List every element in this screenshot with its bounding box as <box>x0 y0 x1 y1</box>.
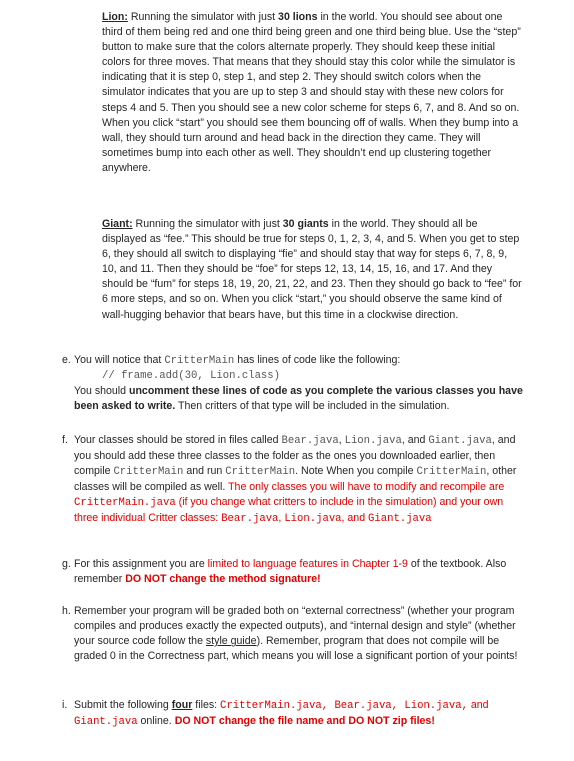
item-h-text-2: ). Remember, program that does not compile will be graded 0 in the Correctness part, which means you will lose a significant portion of your points! <box>74 635 518 663</box>
item-i-four: four <box>171 699 193 711</box>
list-item-f <box>62 433 524 528</box>
giant-text-2: in the world. They should all be displayed as “fee.” This should be true for steps 0, 1, 2, 3, 4, and 5. When you get to step 6, they should all switch to displaying “fie” and should stay that way for steps 6, 7, 8, 9, 10, and 11. Then they should be “foe” for steps 12, 13, 14, 15, 16, and 17. And they should be “fum” for steps 18, 19, 20, 21, 22, and 23. Then they should go back to “fee” for 6 more steps, and so on. When you click “start,” you should observe the same kind of wall-hugging behavior that bears have, but this time in a clockwise direction. <box>102 218 522 321</box>
list-item-i <box>62 698 524 730</box>
item-i-warning: DO NOT change the file name and DO NOT zip files! <box>174 715 435 728</box>
item-i-text-2: files: <box>192 699 221 711</box>
file-giant-red: Giant.java <box>368 513 432 526</box>
list-marker-i: i. <box>62 699 68 711</box>
style-guide-link[interactable]: style guide <box>205 635 257 648</box>
list-marker-g: g. <box>62 558 71 570</box>
item-e-bold: uncomment these lines of code as you complete the various classes you have been asked to write. <box>74 385 523 413</box>
list-item-g <box>62 557 524 587</box>
giant-count: 30 giants <box>282 218 329 230</box>
lion-paragraph <box>102 10 522 176</box>
giant-paragraph <box>102 217 522 323</box>
lion-text-2: in the world. You should see about one third of them being red and one third being green and one third being blue. Use the “step” button to make sure that the colors alternate properly. They should keep these initial colors for three moves. That means that they should stay this color while the simulator is indicating that it is step 0, step 1, and step 2. They should switch colors when the simulator indicates that you are up to step 3 and should stay with these new colors for steps 4 and 5. Then you should see a new color scheme for steps 6, 7, and 8. And so on. When you click “start” you should see them bouncing off of walls. When they bump into a wall, they should turn around and head back in the direction they came. They will sometimes bump into each other as well. They shouldn’t end up clustering together anywhere. <box>102 11 521 174</box>
item-i-text-1: Submit the following <box>74 699 172 711</box>
code-crittermain-1: CritterMain <box>113 466 184 479</box>
file-bear: Bear.java <box>281 435 339 447</box>
code-sample: // frame.add(30, Lion.class) <box>102 370 281 383</box>
code-crittermain-3: CritterMain <box>416 466 487 479</box>
item-h-text-1: Remember your program will be graded both on “external correctness” (whether your program compiles and produces exactly the expected outputs), and “internal design and style” (whether your source code follow the <box>74 605 516 648</box>
item-f-sep-2: , and <box>401 434 429 446</box>
item-g-text-1: For this assignment you are <box>74 558 208 570</box>
item-g-body <box>74 557 524 587</box>
lion-heading: Lion: <box>102 11 128 23</box>
item-e-line <box>74 353 524 369</box>
item-g-text-2: of the textbook. Also remember <box>74 558 507 586</box>
item-e-text-3: You should <box>74 385 129 398</box>
item-f-body <box>74 433 524 528</box>
item-e-text-2: has lines of code like the following: <box>234 354 401 366</box>
item-f-warning-2: (if you change what critters to include in the simulation) and your own three individual Critter classes: <box>74 496 504 525</box>
list-item-h <box>62 604 524 664</box>
item-f-warning-sep-2: , and <box>341 512 369 525</box>
lion-count: 30 lions <box>278 11 318 23</box>
item-g-red-2: DO NOT change the method signature! <box>125 573 321 586</box>
file-lion: Lion.java <box>344 435 402 447</box>
submit-files-2: Giant.java <box>74 716 138 729</box>
item-f-sep-1: , <box>338 434 345 446</box>
giant-text-1: Running the simulator with just <box>132 218 283 230</box>
lion-text-1: Running the simulator with just <box>127 11 279 23</box>
item-e-code: CritterMain <box>164 355 235 367</box>
submit-files-sep: and <box>467 699 489 711</box>
item-f-text-3: and run <box>183 465 226 478</box>
list-marker-h: h. <box>62 605 71 617</box>
file-crittermain-red: CritterMain.java <box>74 497 176 510</box>
list-marker-e: e. <box>62 354 71 366</box>
item-f-text-1: Your classes should be stored in files called <box>74 434 282 446</box>
item-e-text-4: Then critters of that type will be included in the simulation. <box>175 400 450 413</box>
file-lion-red: Lion.java <box>284 513 342 526</box>
item-e-text-1: You will notice that <box>74 354 165 366</box>
item-i-text-3: online. <box>137 715 175 728</box>
submit-files-1: CritterMain.java, Bear.java, Lion.java, <box>220 700 468 712</box>
item-f-warning-sep-1: , <box>278 512 285 525</box>
list-marker-f: f. <box>62 434 68 446</box>
item-e-instructions <box>74 384 524 414</box>
item-f-text-4: . Note When you compile <box>295 465 417 478</box>
item-g-red-1: limited to language features in Chapter 1-9 <box>207 558 408 570</box>
item-f-warning-1: The only classes you will have to modify and recompile are <box>228 481 505 494</box>
list-item-e <box>62 353 524 414</box>
file-giant: Giant.java <box>428 435 492 447</box>
giant-heading: Giant: <box>102 218 133 230</box>
item-f-text-5: , other classes will be compiled as well. <box>74 465 517 494</box>
file-bear-red: Bear.java <box>221 513 279 526</box>
item-i-body <box>74 698 524 730</box>
item-f-text-2: , and you should add these three classes to the folder as the ones you downloaded earlier, then compile <box>74 434 516 478</box>
code-crittermain-2: CritterMain <box>225 466 296 479</box>
item-h-body <box>74 604 524 664</box>
